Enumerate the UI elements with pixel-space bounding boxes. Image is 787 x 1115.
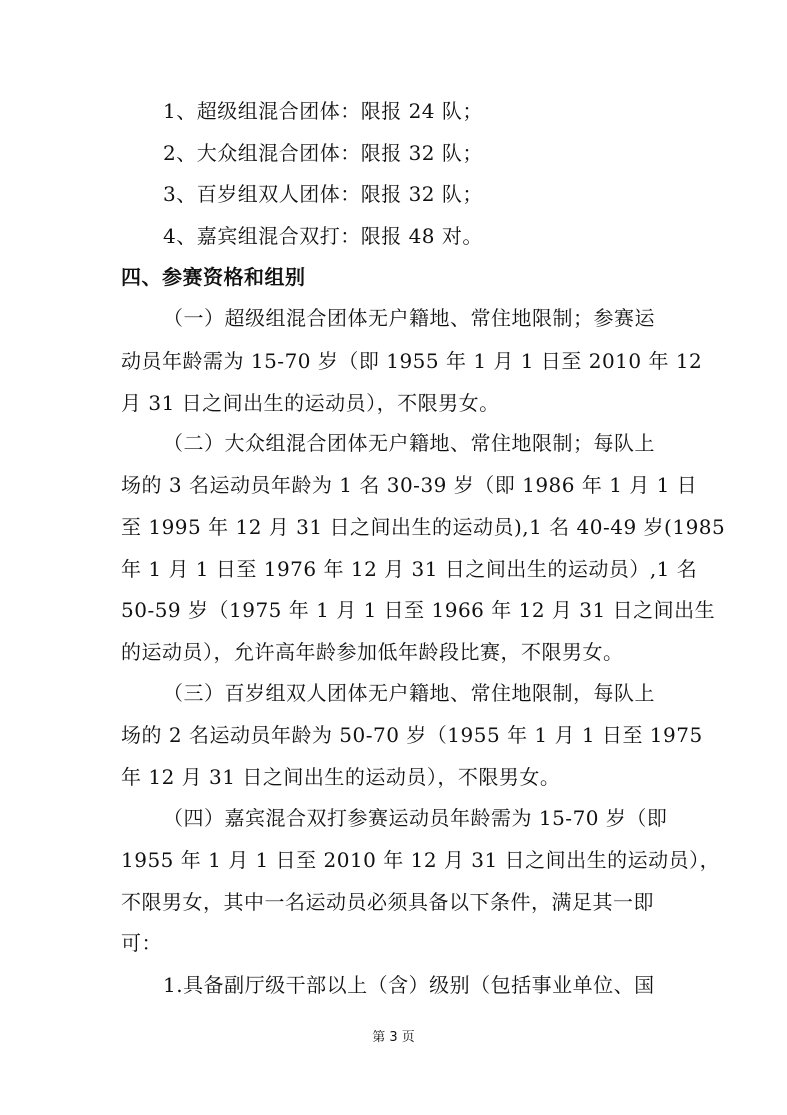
para3-line3: 年 12 月 31 日之间出生的运动员），不限男女。 <box>121 765 561 789</box>
para3-line2: 场的 2 名运动员年龄为 50-70 岁（1955 年 1 月 1 日至 1975 <box>121 723 703 747</box>
section-heading: 四、参赛资格和组别 <box>121 265 306 289</box>
para3-line1: （三）百岁组双人团体无户籍地、常住地限制，每队上 <box>163 681 655 705</box>
para4-line1: （四）嘉宾混合双打参赛运动员年龄需为 15-70 岁（即 <box>163 806 668 830</box>
list-item-3: 3、百岁组双人团体：限报 32 队； <box>163 182 483 206</box>
para4-line2: 1955 年 1 月 1 日至 2010 年 12 月 31 日之间出生的运动员）， <box>121 848 721 872</box>
para1-line2: 动员年龄需为 15-70 岁（即 1955 年 1 月 1 日至 2010 年 12 <box>121 349 703 373</box>
para2-line5: 50-59 岁（1975 年 1 月 1 日至 1966 年 12 月 31 日之间出生 <box>121 598 716 622</box>
para4-line3: 不限男女，其中一名运动员必须具备以下条件，满足其一即 <box>121 890 654 914</box>
list-item-4: 4、嘉宾组混合双打：限报 48 对。 <box>163 224 483 248</box>
para2-line1: （二）大众组混合团体无户籍地、常住地限制；每队上 <box>163 431 655 455</box>
para4-line4: 可： <box>121 931 162 955</box>
para2-line2: 场的 3 名运动员年龄为 1 名 30-39 岁（即 1986 年 1 月 1 日 <box>121 473 698 497</box>
condition-1: 1.具备副厅级干部以上（含）级别（包括事业单位、国 <box>163 973 655 997</box>
list-item-2: 2、大众组混合团体：限报 32 队； <box>163 141 483 165</box>
page-number: 第 3 页 <box>372 1030 415 1045</box>
para2-line6: 的运动员），允许高年龄参加低年龄段比赛，不限男女。 <box>121 640 624 664</box>
para2-line3: 至 1995 年 12 月 31 日之间出生的运动员),1 名 40-49 岁(1985 <box>121 515 726 539</box>
para1-line1: （一）超级组混合团体无户籍地、常住地限制；参赛运 <box>163 306 655 330</box>
para1-line3: 月 31 日之间出生的运动员），不限男女。 <box>121 391 500 415</box>
para2-line4: 年 1 月 1 日至 1976 年 12 月 31 日之间出生的运动员）,1 名 <box>121 557 698 581</box>
list-item-1: 1、超级组混合团体：限报 24 队； <box>163 99 483 123</box>
